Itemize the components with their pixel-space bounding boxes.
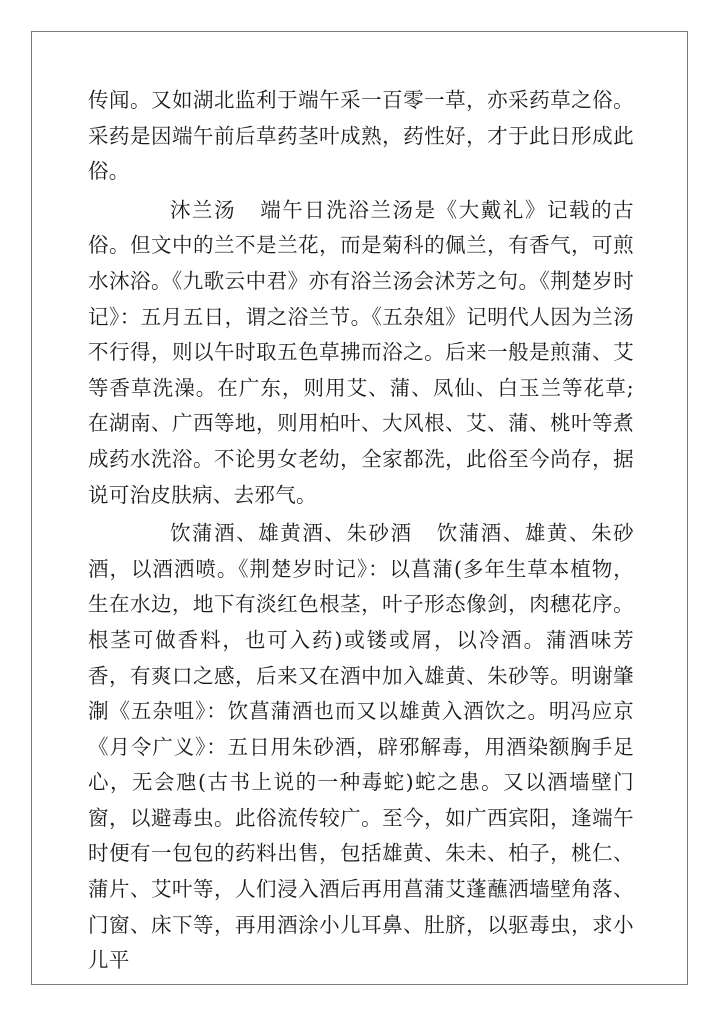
section-heading-drinking-wine: 饮蒲酒、雄黄酒、朱砂酒: [170, 521, 413, 546]
document-body: [88, 83, 634, 979]
paragraph-text: 传闻。又如湖北监利于端午采一百零一草，亦采药草之俗。采药是因端午前后草药茎叶成熟，药性好，才于此日形成此俗。: [88, 88, 634, 184]
paragraph-bathing-orchid: [88, 193, 634, 513]
paragraph-drinking-wine: [88, 516, 634, 979]
paragraph-text: 饮蒲酒、雄黄、朱砂酒，以酒洒喷。《荆楚岁时记》：以菖蒲(多年生草本植物，生在水边，地下有淡红色根茎，叶子形态像剑，肉穗花序。根茎可做香料，也可入药)或镂或屑，以冷酒。蒲酒味芳香，有爽口之感，后来又在酒中加入雄黄、朱砂等。明谢肇淛《五杂咀》：饮菖蒲酒也而又以雄黄入酒饮之。明冯应京《月令广义》：五日用朱砂酒，辟邪解毒，用酒染额胸手足心，无会虺(古书上说的一种毒蛇)蛇之患。又以酒墙壁门窗，以避毒虫。此俗流传较广。至今，如广西宾阳，逢端午时便有一包包的药料出售，包括雄黄、朱未、柏子，桃仁、蒲片、艾叶等，人们浸入酒后再用菖蒲艾蓬蘸洒墙壁角落、门窗、床下等，再用酒涂小儿耳鼻、肚脐，以驱毒虫，求小儿平: [88, 521, 634, 973]
paragraph-text: 端午日洗浴兰汤是《大戴礼》记载的古俗。但文中的兰不是兰花，而是菊科的佩兰，有香气，可煎水沐浴。《九歌云中君》亦有浴兰汤会沭芳之句。《荆楚岁时记》：五月五日，谓之浴兰节。《五杂俎》记明代人因为兰汤不行得，则以午时取五色草拂而浴之。后来一般是煎蒲、艾等香草洗澡。在广东，则用艾、蒲、凤仙、白玉兰等花草;在湖南、广西等地，则用柏叶、大风根、艾、蒲、桃叶等煮成药水洗浴。不论男女老幼，全家都洗，此俗至今尚存，据说可治皮肤病、去邪气。: [88, 197, 634, 507]
section-heading-bathing-orchid: 沐兰汤: [170, 197, 237, 222]
paragraph-intro: [88, 83, 634, 190]
